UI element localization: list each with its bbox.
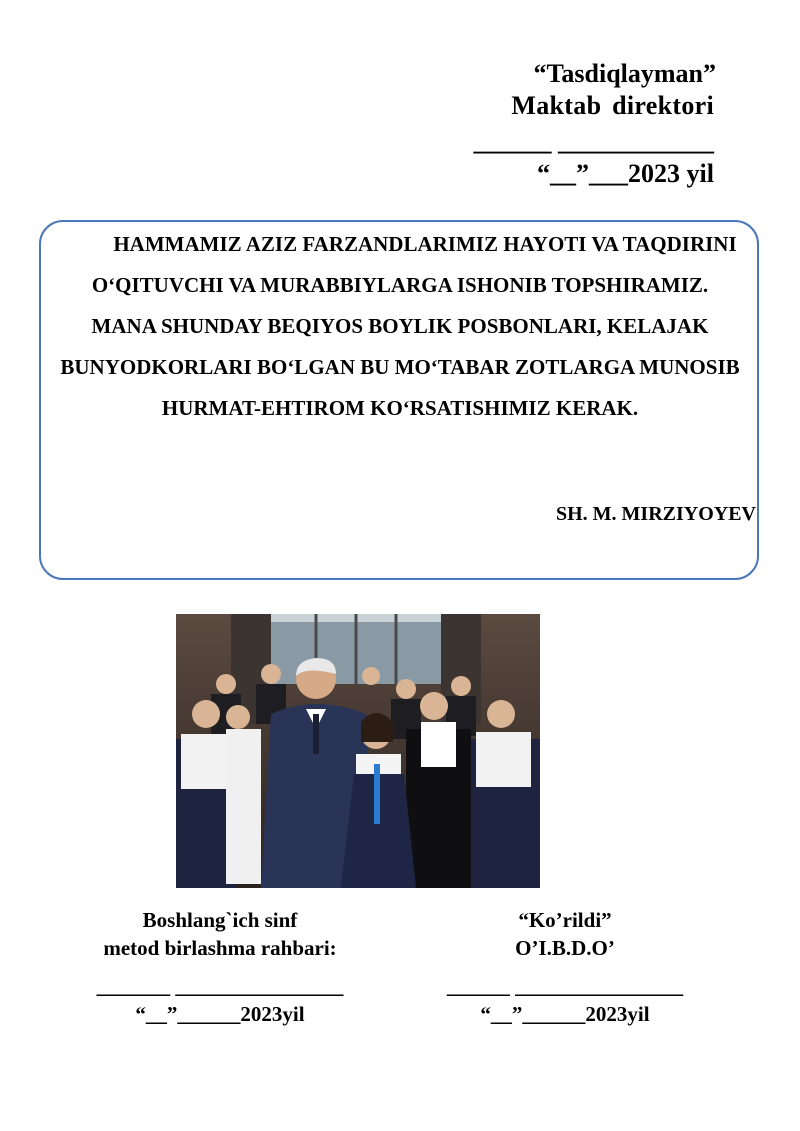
right-signature-line: ______ ________________ xyxy=(446,974,684,998)
left-role-line1: Boshlang`ich sinf xyxy=(142,908,298,932)
right-date-line: “__”______2023yil xyxy=(480,1002,650,1026)
quote-author: SH. M. MIRZIYOYEV xyxy=(555,503,756,525)
group-photo-illustration xyxy=(176,614,540,888)
left-role-line2: metod birlashma rahbari: xyxy=(103,936,337,960)
signature-block-right xyxy=(430,906,700,1028)
right-role-line1: “Ko’rildi” xyxy=(518,908,612,932)
approval-signature-line: ______ ____________ xyxy=(473,127,714,156)
signature-block-left xyxy=(70,906,370,1028)
quote-body: HAMMAMIZ AZIZ FARZANDLARIMIZ HAYOTI VA TAQDIRINI O‘QITUVCHI VA MURABBIYLARGA ISHONIB TOPSHIRAMIZ. MANA SHUNDAY BEQIYOS BOYLIK POSBONLARI, KELAJAK BUNYODKORLARI BO‘LGAN BU MO‘TABAR ZOTLARGA MUNOSIB HURMAT-EHTIROM KO‘RSATISHIMIZ KERAK. xyxy=(60,232,740,420)
approval-block xyxy=(384,58,714,190)
left-date-line: “__”______2023yil xyxy=(135,1002,305,1026)
quote-text xyxy=(58,224,742,429)
approval-title: “Tasdiqlayman” xyxy=(533,59,716,88)
approval-date-line: “__”___2023 yil xyxy=(537,159,714,188)
right-spacer xyxy=(430,962,700,972)
left-signature-line: _______ ________________ xyxy=(96,974,344,998)
approval-position: Maktab direktori xyxy=(511,91,714,120)
left-spacer xyxy=(70,962,370,972)
right-role-line2: O’I.B.D.O’ xyxy=(515,936,615,960)
group-photo xyxy=(176,614,540,888)
